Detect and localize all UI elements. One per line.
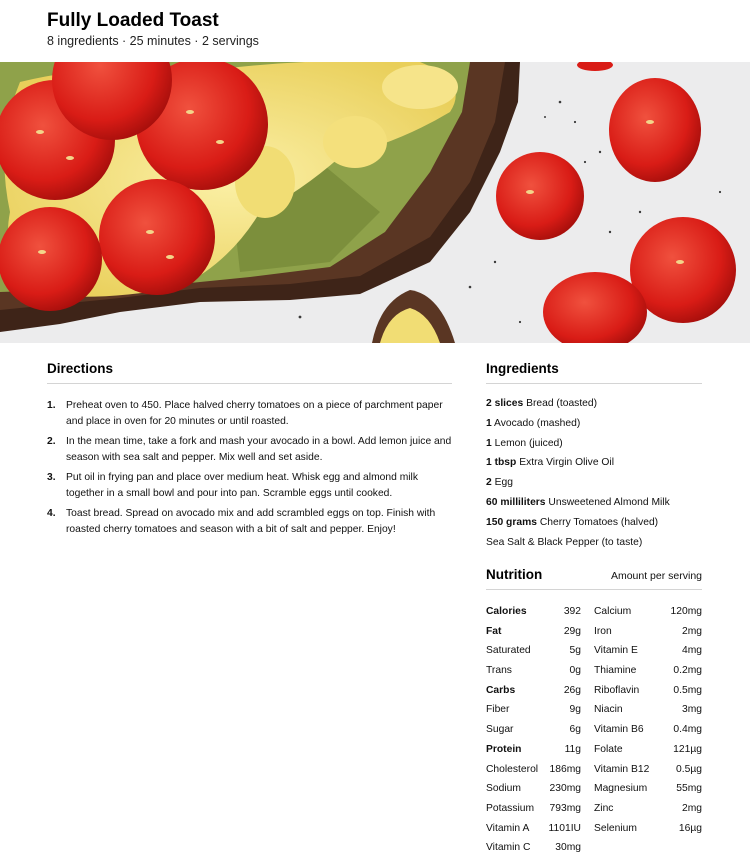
nutrient-name: Folate — [594, 743, 623, 755]
ingredient-qty: 60 milliliters — [486, 496, 546, 508]
nutrient-name: Vitamin C — [486, 842, 531, 854]
nutrient-row — [486, 602, 581, 622]
nutrition-table — [486, 602, 702, 855]
nutrient-value: 186mg — [549, 763, 581, 775]
nutrient-value: 29g — [563, 625, 581, 637]
nutrient-name: Saturated — [486, 645, 531, 657]
nutrient-row — [486, 740, 581, 760]
nutrient-name: Cholesterol — [486, 763, 539, 775]
step-number: 1. — [47, 400, 56, 411]
nutrient-row — [594, 819, 702, 839]
nutrient-row — [486, 838, 581, 855]
ingredient-qty: 1 — [486, 437, 492, 449]
step-text: Preheat oven to 450. Place halved cherry tomatoes on a piece of parchment paper and place in oven for 20 minutes or until roasted. — [66, 400, 443, 427]
nutrient-name: Magnesium — [594, 783, 648, 795]
nutrient-value: 2mg — [681, 625, 702, 637]
nutrient-value: 0.5mg — [673, 684, 702, 696]
ingredients-section — [486, 361, 702, 552]
nutrient-name: Calories — [486, 606, 527, 617]
step-number: 2. — [47, 436, 56, 447]
nutrient-row — [486, 819, 581, 839]
nutrient-name: Carbs — [486, 684, 516, 696]
direction-step — [47, 434, 452, 465]
nutrient-name: Fiber — [486, 704, 510, 716]
ingredient-item — [486, 414, 702, 434]
nutrient-value: 5g — [569, 645, 581, 657]
nutrient-row — [486, 799, 581, 819]
nutrient-name: Selenium — [594, 822, 637, 834]
recipe-photo — [0, 62, 750, 343]
ingredient-item — [486, 513, 702, 533]
nutrient-row — [594, 740, 702, 760]
nutrient-row — [594, 661, 702, 681]
nutrient-value: 4mg — [681, 645, 702, 657]
nutrient-value: 1101IU — [548, 822, 581, 834]
nutrient-value: 2mg — [681, 802, 702, 814]
nutrient-name: Sugar — [486, 724, 514, 736]
nutrient-value: 0g — [569, 665, 581, 677]
nutrient-row — [594, 720, 702, 740]
ingredient-item — [486, 434, 702, 454]
nutrient-row — [594, 641, 702, 661]
directions-list — [47, 398, 452, 537]
nutrition-column-micros — [594, 602, 702, 855]
ingredient-item — [486, 394, 702, 414]
direction-step — [47, 398, 452, 429]
nutrient-value: 11g — [564, 743, 581, 755]
ingredient-item — [486, 493, 702, 513]
ingredient-qty: 1 — [486, 417, 492, 429]
nutrient-value: 121µg — [673, 743, 702, 755]
step-number: 4. — [47, 508, 56, 519]
nutrient-row — [486, 622, 581, 642]
nutrition-column-macros — [486, 602, 581, 855]
nutrient-row — [486, 641, 581, 661]
ingredient-name: Cherry Tomatoes (halved) — [539, 516, 659, 528]
nutrient-name: Potassium — [486, 802, 535, 814]
nutrient-value: 0.4mg — [673, 724, 702, 736]
nutrient-name: Thiamine — [594, 665, 637, 677]
nutrient-value: 0.2mg — [673, 665, 702, 677]
nutrient-value: 0.5µg — [676, 763, 702, 775]
ingredient-item — [486, 533, 702, 553]
nutrient-value: 392 — [563, 606, 581, 617]
nutrient-value: 3mg — [681, 704, 702, 716]
directions-section — [47, 361, 452, 542]
nutrition-heading: Nutrition — [486, 567, 543, 582]
step-text: Toast bread. Spread on avocado mix and add scrambled eggs on top. Finish with roasted cherry tomatoes and season with a bit of salt and pepper. Enjoy! — [66, 508, 436, 535]
toast-illustration — [0, 62, 750, 343]
nutrient-row — [594, 700, 702, 720]
nutrient-value: 30mg — [555, 842, 581, 854]
ingredient-item — [486, 473, 702, 493]
ingredient-name: Lemon (juiced) — [494, 437, 563, 449]
nutrient-name: Vitamin A — [486, 822, 530, 834]
nutrient-name: Niacin — [594, 704, 623, 716]
ingredient-name: Unsweetened Almond Milk — [548, 496, 670, 508]
nutrient-name: Vitamin E — [594, 645, 638, 657]
direction-step — [47, 470, 452, 501]
nutrient-name: Sodium — [486, 783, 521, 795]
ingredient-qty: 1 tbsp — [486, 457, 517, 469]
ingredient-qty: 2 slices — [486, 398, 524, 409]
nutrient-row — [486, 700, 581, 720]
nutrient-value: 120mg — [670, 606, 702, 617]
ingredient-qty: 2 — [486, 477, 492, 489]
nutrient-name: Trans — [486, 665, 512, 677]
nutrient-name: Iron — [594, 625, 612, 637]
step-text: In the mean time, take a fork and mash your avocado in a bowl. Add lemon juice and season with sea salt and pepper. Mix well and set aside. — [66, 436, 452, 463]
ingredient-qty: 150 grams — [486, 516, 537, 528]
nutrient-value: 793mg — [549, 802, 581, 814]
nutrient-value: 26g — [563, 684, 581, 696]
ingredient-name: Egg — [494, 477, 513, 489]
nutrient-name: Vitamin B6 — [594, 724, 644, 736]
nutrition-header — [486, 567, 702, 590]
nutrient-row — [594, 681, 702, 701]
nutrient-row — [486, 760, 581, 780]
ingredient-item — [486, 453, 702, 473]
nutrient-name: Calcium — [594, 606, 632, 617]
ingredient-name: Extra Virgin Olive Oil — [519, 457, 615, 469]
nutrient-row — [486, 661, 581, 681]
nutrition-section — [486, 567, 702, 855]
nutrient-name: Vitamin B12 — [594, 763, 650, 775]
nutrient-row — [594, 602, 702, 622]
nutrient-row — [594, 622, 702, 642]
nutrient-name: Protein — [486, 743, 522, 755]
nutrient-value: 55mg — [676, 783, 702, 795]
nutrient-name: Fat — [486, 625, 502, 637]
ingredient-name: Bread (toasted) — [526, 398, 598, 409]
nutrient-row — [594, 760, 702, 780]
nutrient-value: 230mg — [549, 783, 581, 795]
nutrient-row — [594, 799, 702, 819]
nutrient-row — [486, 779, 581, 799]
ingredients-heading: Ingredients — [486, 361, 702, 384]
nutrient-value: 16µg — [678, 822, 702, 834]
ingredient-name: Sea Salt & Black Pepper (to taste) — [486, 536, 643, 548]
recipe-title: Fully Loaded Toast — [47, 10, 219, 31]
serving-basis: Amount per serving — [610, 570, 702, 582]
step-number: 3. — [47, 472, 56, 483]
nutrient-row — [486, 720, 581, 740]
nutrient-name: Zinc — [594, 802, 614, 814]
nutrient-value: 9g — [569, 704, 581, 716]
ingredient-name: Avocado (mashed) — [494, 417, 581, 429]
ingredients-list — [486, 394, 702, 552]
nutrient-name: Riboflavin — [594, 684, 640, 696]
nutrient-row — [594, 779, 702, 799]
directions-heading: Directions — [47, 361, 452, 384]
step-text: Put oil in frying pan and place over medium heat. Whisk egg and almond milk together in a small bowl and pour into pan. Scramble eggs until cooked. — [66, 472, 418, 499]
nutrient-row — [486, 681, 581, 701]
nutrient-value: 6g — [569, 724, 581, 736]
recipe-meta: 8 ingredients · 25 minutes · 2 servings — [47, 34, 259, 48]
direction-step — [47, 506, 452, 537]
